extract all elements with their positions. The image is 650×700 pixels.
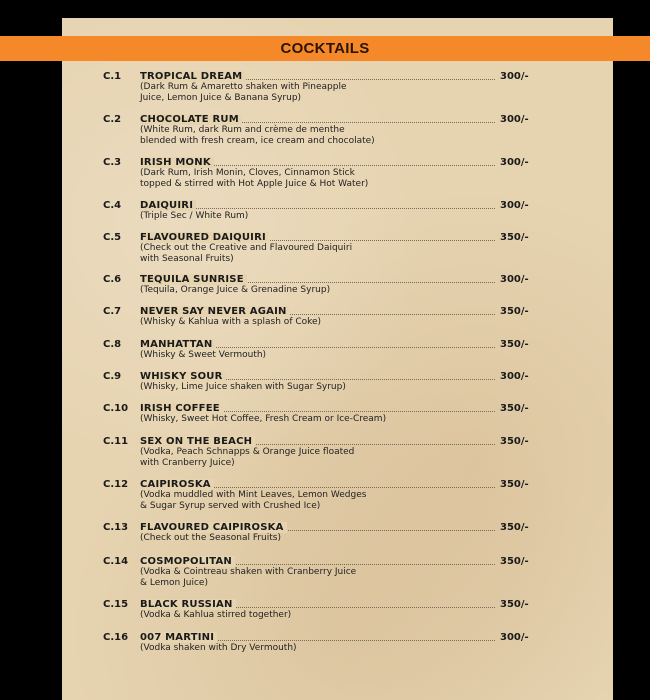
item-name: TROPICAL DREAM xyxy=(140,71,245,82)
item-code: C.8 xyxy=(103,339,122,350)
item-description: (Vodka & Kahlua stirred together) xyxy=(140,610,292,620)
item-price: 350/- xyxy=(500,556,529,567)
item-code: C.1 xyxy=(103,71,122,82)
item-name: IRISH MONK xyxy=(140,157,214,168)
item-price: 300/- xyxy=(500,157,529,168)
item-price: 350/- xyxy=(500,339,529,350)
item-code: C.15 xyxy=(103,599,129,610)
item-code: C.2 xyxy=(103,114,122,125)
item-description: (Vodka & Cointreau shaken with Cranberry Juice & Lemon Juice) xyxy=(140,567,357,588)
item-description: (Check out the Creative and Flavoured Daiquiri with Seasonal Fruits) xyxy=(140,243,353,264)
item-description: (Whisky, Lime Juice shaken with Sugar Syrup) xyxy=(140,382,346,392)
item-description: (Vodka muddled with Mint Leaves, Lemon Wedges & Sugar Syrup served with Crushed Ice) xyxy=(140,490,367,511)
item-name: SEX ON THE BEACH xyxy=(140,436,255,447)
item-description: (Check out the Seasonal Fruits) xyxy=(140,533,281,543)
item-description: (White Rum, dark Rum and crème de menthe blended with fresh cream, ice cream and chocolate) xyxy=(140,125,375,146)
item-code: C.6 xyxy=(103,274,122,285)
item-description: (Vodka, Peach Schnapps & Orange Juice floated with Cranberry Juice) xyxy=(140,447,355,468)
item-name: TEQUILA SUNRISE xyxy=(140,274,247,285)
item-code: C.13 xyxy=(103,522,129,533)
item-name: DAIQUIRI xyxy=(140,200,196,211)
item-description: (Dark Rum & Amaretto shaken with Pineapple Juice, Lemon Juice & Banana Syrup) xyxy=(140,82,347,103)
item-price: 350/- xyxy=(500,232,529,243)
item-code: C.11 xyxy=(103,436,129,447)
item-code: C.12 xyxy=(103,479,129,490)
item-code: C.16 xyxy=(103,632,129,643)
item-name: 007 MARTINI xyxy=(140,632,217,643)
item-price: 300/- xyxy=(500,114,529,125)
item-price: 350/- xyxy=(500,599,529,610)
item-code: C.3 xyxy=(103,157,122,168)
item-code: C.4 xyxy=(103,200,122,211)
item-name: FLAVOURED DAIQUIRI xyxy=(140,232,269,243)
item-price: 300/- xyxy=(500,371,529,382)
item-price: 300/- xyxy=(500,200,529,211)
item-name: BLACK RUSSIAN xyxy=(140,599,236,610)
item-price: 350/- xyxy=(500,522,529,533)
item-price: 350/- xyxy=(500,403,529,414)
item-name: IRISH COFFEE xyxy=(140,403,223,414)
item-code: C.5 xyxy=(103,232,122,243)
item-description: (Tequila, Orange Juice & Grenadine Syrup) xyxy=(140,285,331,295)
item-name: NEVER SAY NEVER AGAIN xyxy=(140,306,290,317)
item-description: (Whisky & Sweet Vermouth) xyxy=(140,350,267,360)
item-description: (Dark Rum, Irish Monin, Cloves, Cinnamon Stick topped & stirred with Hot Apple Juice & Hot Water) xyxy=(140,168,369,189)
item-name: COSMOPOLITAN xyxy=(140,556,235,567)
item-price: 350/- xyxy=(500,436,529,447)
item-price: 300/- xyxy=(500,632,529,643)
item-code: C.7 xyxy=(103,306,122,317)
item-name: MANHATTAN xyxy=(140,339,215,350)
item-name: WHISKY SOUR xyxy=(140,371,226,382)
section-title: COCKTAILS xyxy=(280,40,370,57)
item-description: (Whisky & Kahlua with a splash of Coke) xyxy=(140,317,322,327)
item-price: 350/- xyxy=(500,479,529,490)
item-price: 300/- xyxy=(500,71,529,82)
item-name: CHOCOLATE RUM xyxy=(140,114,242,125)
item-name: CAIPIROSKA xyxy=(140,479,214,490)
item-code: C.10 xyxy=(103,403,129,414)
item-description: (Vodka shaken with Dry Vermouth) xyxy=(140,643,297,653)
item-name: FLAVOURED CAIPIROSKA xyxy=(140,522,287,533)
item-description: (Triple Sec / White Rum) xyxy=(140,211,249,221)
item-code: C.9 xyxy=(103,371,122,382)
item-price: 300/- xyxy=(500,274,529,285)
item-description: (Whisky, Sweet Hot Coffee, Fresh Cream or Ice-Cream) xyxy=(140,414,387,424)
item-code: C.14 xyxy=(103,556,129,567)
item-price: 350/- xyxy=(500,306,529,317)
